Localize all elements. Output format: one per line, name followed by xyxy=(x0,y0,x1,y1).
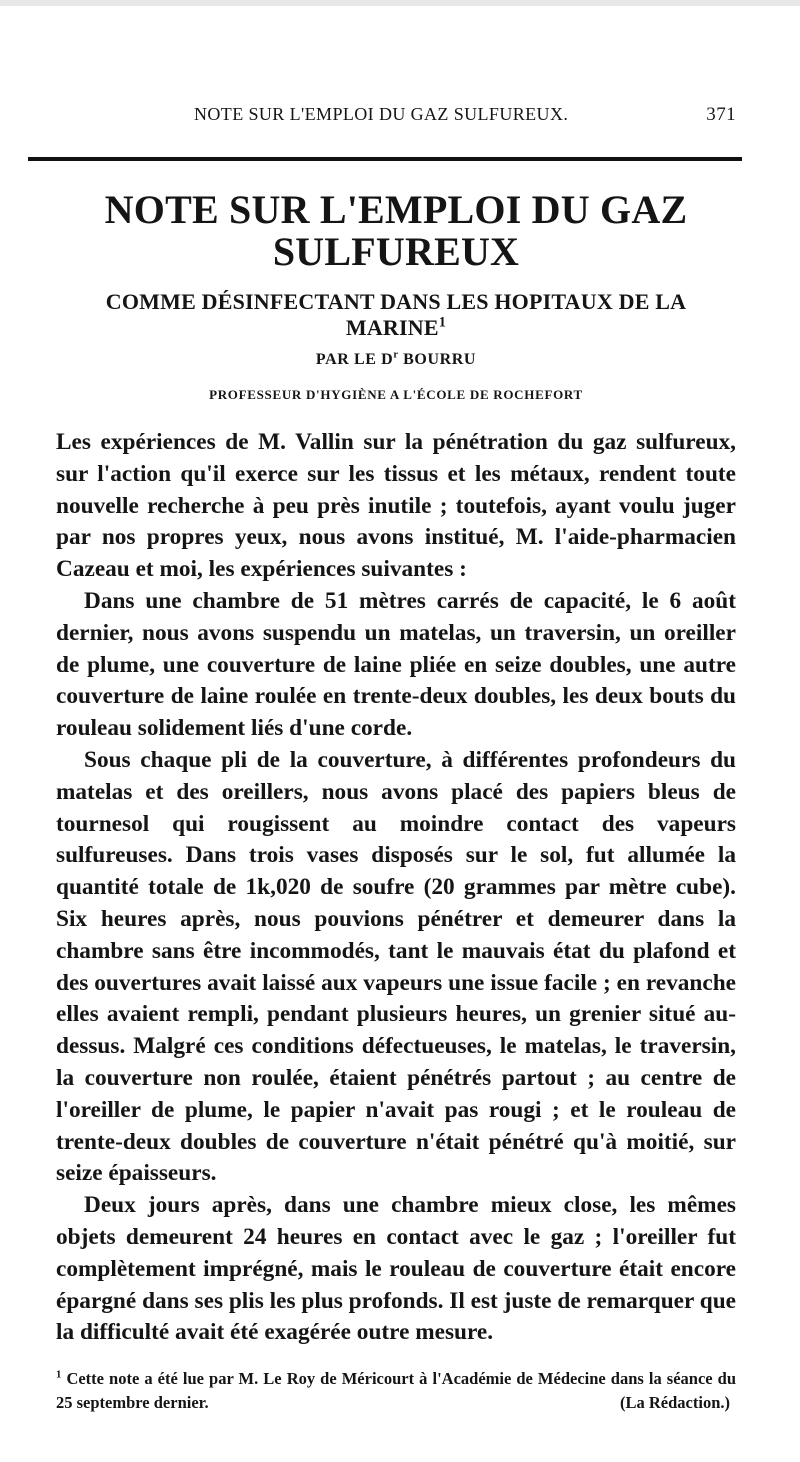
body-paragraph: Les expériences de M. Vallin sur la pénétration du gaz sulfureux, sur l'action qu'il exerce sur les tissus et les métaux, rendent toute nouvelle recherche à peu près inutile ; toutefois, ayant voulu juger par nos propres yeux, nous avons institué, M. l'aide-pharmacien Cazeau et moi, les expériences suivantes : xyxy=(56,429,736,583)
page-content xyxy=(56,104,736,1415)
author-line xyxy=(56,351,736,369)
author-title-superscript: r xyxy=(393,349,399,361)
author-affiliation: PROFESSEUR D'HYGIÈNE A L'ÉCOLE DE ROCHEFORT xyxy=(209,387,583,402)
article-title: NOTE SUR L'EMPLOI DU GAZ SULFUREUX xyxy=(104,187,688,274)
body-paragraph: Sous chaque pli de la couverture, à différentes profondeurs du matelas et des oreillers, nous avons placé des papiers bleus de tournesol qui rougissent au moindre contact des vapeurs sulfureuses. Dans trois vases disposés sur le sol, fut allumée la quantité totale de 1k,020 de soufre (20 grammes par mètre cube). Six heures après, nous pouvions pénétrer et demeurer dans la chambre sans être incommodés, tant le mauvais état du plafond et des ouvertures avait laissé aux vapeurs une issue facile ; en revanche elles avaient rempli, pendant plusieurs heures, un grenier situé au-dessus. Malgré ces conditions défectueuses, le matelas, le traversin, la couverture non roulée, étaient pénétrés partout ; au centre de l'oreiller de plume, le papier n'avait pas rougi ; et le rouleau de trente-deux doubles de couverture n'était pénétré qu'à moitié, sur seize épaisseurs. xyxy=(56,746,736,1187)
footnote-text: Cette note a été lue par M. Le Roy de Méricourt à l'Académie de Médecine dans la séance du 25 septembre dernier. xyxy=(56,1369,737,1413)
article-body xyxy=(56,427,736,1349)
footnote xyxy=(56,1367,736,1415)
footnote-signature: (La Rédaction.) xyxy=(620,1393,730,1413)
running-title: NOTE SUR L'EMPLOI DU GAZ SULFUREUX. xyxy=(194,104,569,124)
subtitle-text: COMME DÉSINFECTANT DANS LES HOPITAUX DE LA MARINE xyxy=(105,289,687,340)
body-paragraph: Dans une chambre de 51 mètres carrés de capacité, le 6 août dernier, nous avons suspendu un matelas, un traversin, un oreiller de plume, une couverture de laine pliée en seize doubles, une autre couverture de laine roulée en trente-deux doubles, les deux bouts du rouleau solidement liés d'une corde. xyxy=(56,587,736,742)
author-prefix: PAR LE D xyxy=(315,351,394,368)
article-subtitle xyxy=(56,289,736,341)
body-paragraph: Deux jours après, dans une chambre mieux close, les mêmes objets demeurent 24 heures en contact avec le gaz ; l'oreiller fut complètement imprégné, mais le rouleau de couverture était encore épargné dans ses plis les plus profonds. Il est juste de remarquer que la difficulté avait été exagérée outre mesure. xyxy=(56,1192,736,1346)
running-header xyxy=(56,104,736,134)
footnote-marker: 1 xyxy=(56,1368,62,1381)
subtitle-footnote-marker: 1 xyxy=(438,314,447,331)
author-name: BOURRU xyxy=(403,351,477,368)
top-scan-edge xyxy=(0,0,800,6)
page-number: 371 xyxy=(706,104,736,125)
header-rule xyxy=(28,157,742,161)
